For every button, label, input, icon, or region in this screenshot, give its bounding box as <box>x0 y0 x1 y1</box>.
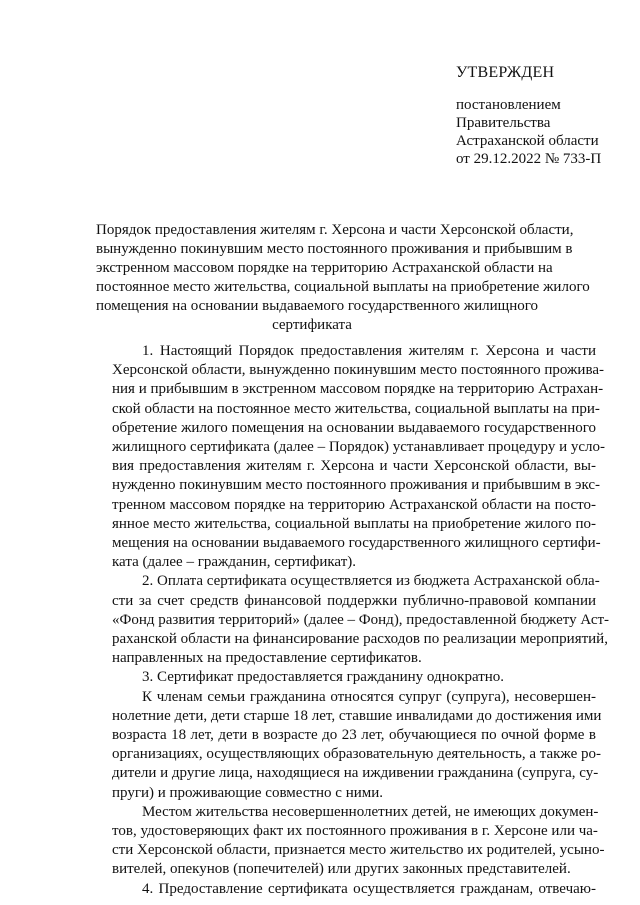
approval-line: Правительства <box>456 115 551 131</box>
body-line: ской области на постоянное место жительства, социальной выплаты на при- <box>112 400 600 417</box>
body-line: тов, удостоверяющих факт их постоянного проживания в г. Херсоне или ча- <box>112 823 598 840</box>
body-line: организациях, осуществляющих образовательную деятельность, а также ро- <box>112 746 601 763</box>
title-line: экстренном массовом порядке на территорию Астраханской области на <box>96 260 553 276</box>
body-line: 1. Настоящий Порядок предоставления жителям г. Херсона и части <box>142 343 596 359</box>
body-line: жилищного сертификата (далее – Порядок) устанавливает процедуру и усло- <box>112 439 605 456</box>
body-line: обретение жилого помещения на основании выдаваемого государственного <box>112 419 596 436</box>
body-line: Херсонской области, вынужденно покинувшим место постоянного прожива- <box>112 362 604 379</box>
body-line: сти Херсонской области, признается место жительство их родителей, усыно- <box>112 842 605 859</box>
body-line: 3. Сертификат предоставляется гражданину однократно. <box>142 669 505 686</box>
approval-line: от 29.12.2022 № 733-П <box>456 151 602 167</box>
body-line: тренном массовом порядке на территорию Астраханской области на посто- <box>112 496 596 513</box>
title-line: постоянное место жительства, социальной выплаты на приобретение жилого <box>96 279 590 295</box>
approval-line: Астраханской области <box>456 133 599 149</box>
body-line: 2. Оплата сертификата осуществляется из бюджета Астраханской обла- <box>142 573 600 590</box>
approval-word: УТВЕРЖДЕН <box>456 64 555 81</box>
body-line: мещения на основании выдаваемого государственного жилищного сертифи- <box>112 535 601 552</box>
body-line: 4. Предоставление сертификата осуществляется гражданам, отвечаю- <box>142 880 596 897</box>
title-line: сертификата <box>272 317 352 333</box>
body-line: «Фонд развития территорий» (далее – Фонд), предоставленной бюджету Аст- <box>112 611 610 628</box>
body-line: ката (далее – гражданин, сертификат). <box>112 554 356 571</box>
document-body <box>112 342 610 899</box>
title-line: помещения на основании выдаваемого государственного жилищного <box>96 298 539 314</box>
approval-line: постановлением <box>456 97 561 113</box>
body-line: нолетние дети, дети старше 18 лет, ставшие инвалидами до достижения ими <box>112 707 602 724</box>
body-line: Местом жительства несовершеннолетних детей, не имеющих докумен- <box>142 803 599 820</box>
approval-block <box>456 64 636 168</box>
body-line: возраста 18 лет, дети в возрасте до 23 лет, обучающиеся по очной форме в <box>112 727 596 744</box>
body-line: дители и другие лица, находящиеся на иждивении гражданина (супруга, су- <box>112 765 599 782</box>
body-line: раханской области на финансирование расходов по реализации мероприятий, <box>112 631 608 648</box>
body-line: пруги) и проживающие совместно с ними. <box>112 784 384 801</box>
body-line: ния и прибывшим в экстренном массовом порядке на территорию Астрахан- <box>112 381 604 398</box>
body-line: сти за счет средств финансовой поддержки публично-правовой компании <box>112 592 596 609</box>
body-line: янное место жительства, социальной выплаты на приобретение жилого по- <box>112 515 596 532</box>
document-title <box>96 221 590 335</box>
body-line: К членам семьи гражданина относятся супруг (супруга), несовершен- <box>142 688 596 705</box>
title-line: вынужденно покинувшим место постоянного проживания и прибывшим в <box>96 241 573 257</box>
body-line: направленных на предоставление сертификатов. <box>112 650 422 667</box>
body-line: вителей, опекунов (попечителей) или других законных представителей. <box>112 861 571 878</box>
body-line: нужденно покинувшим место постоянного проживания и прибывшим в экс- <box>112 477 601 494</box>
body-line: вия предоставления жителям г. Херсона и части Херсонской области, вы- <box>112 458 596 475</box>
title-line: Порядок предоставления жителям г. Херсона и части Херсонской области, <box>96 222 574 238</box>
